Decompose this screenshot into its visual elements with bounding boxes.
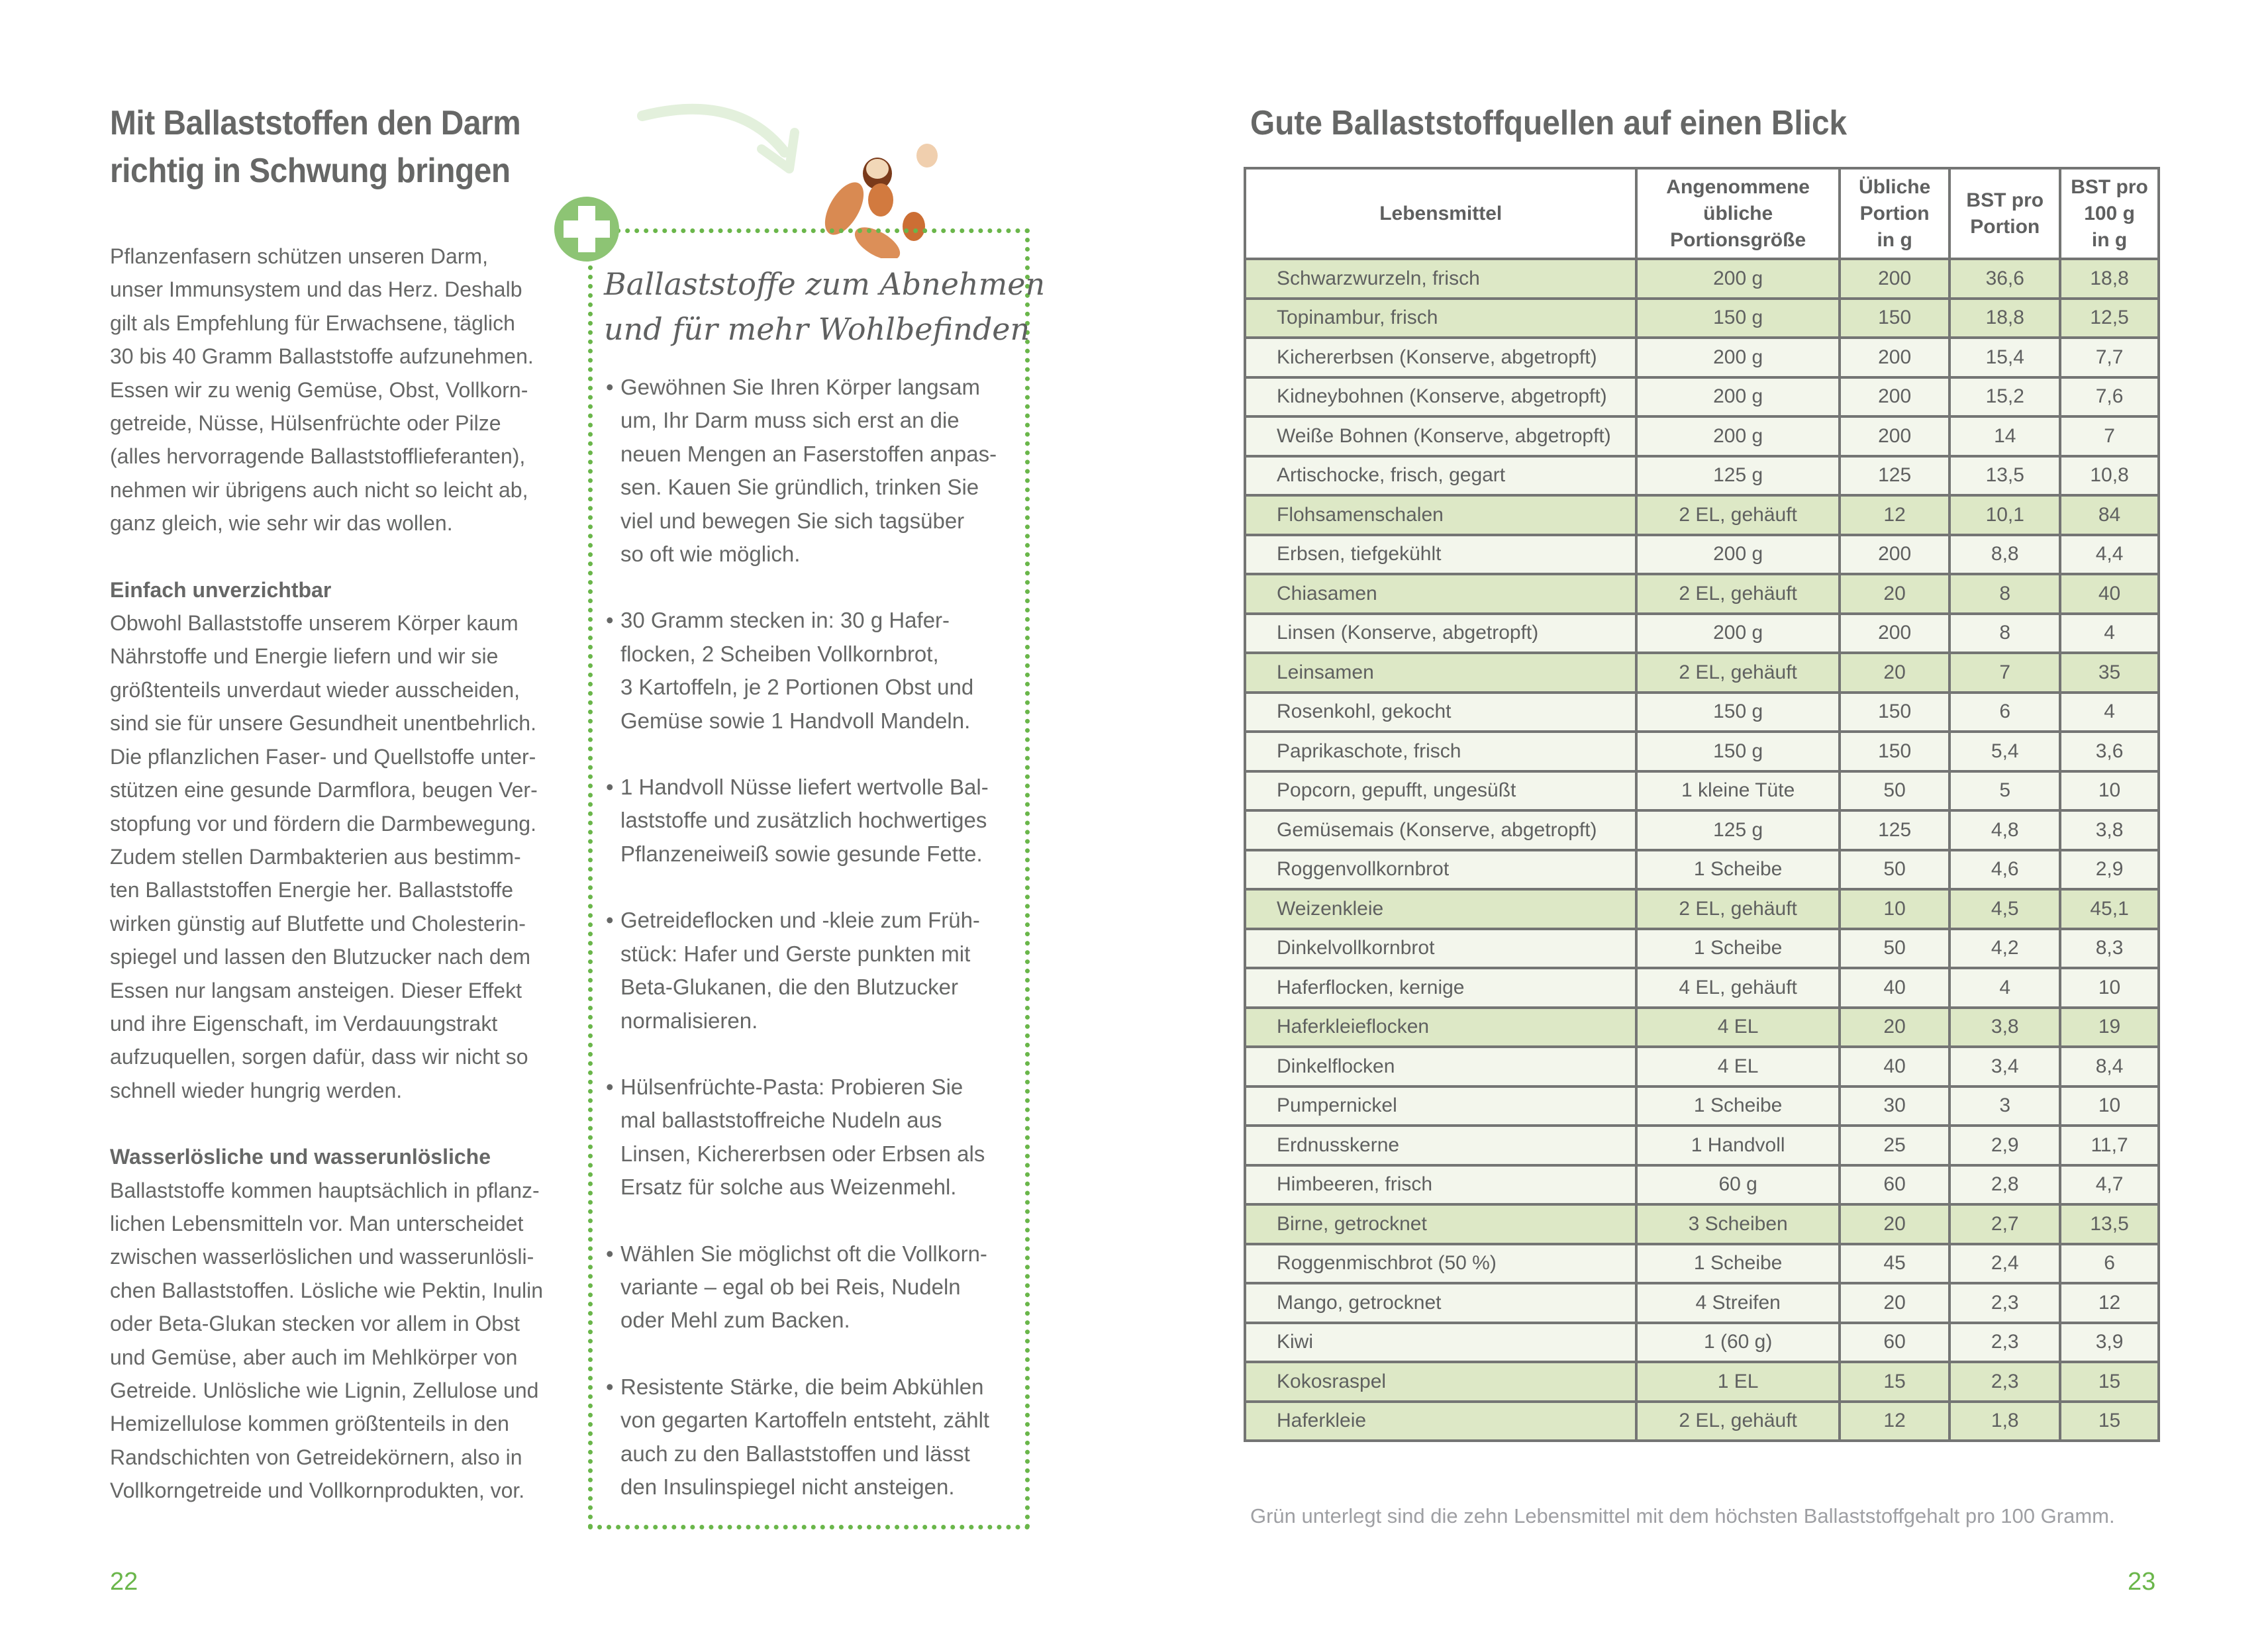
cell-fiber-per-100g: 12 xyxy=(2060,1283,2159,1323)
text-line: Hemizellulose kommen größtenteils in den xyxy=(110,1412,509,1436)
tip-list xyxy=(606,371,1016,1537)
text-line: normalisieren. xyxy=(620,1008,758,1033)
cell-portion-size: 4 Streifen xyxy=(1636,1283,1839,1323)
table-row xyxy=(1245,1165,2159,1205)
cell-fiber-per-portion: 2,3 xyxy=(1949,1283,2060,1323)
cell-portion-grams: 60 xyxy=(1840,1165,1950,1205)
text-line: Linsen, Kichererbsen oder Erbsen als xyxy=(620,1141,985,1166)
cell-portion-grams: 20 xyxy=(1840,1204,1950,1244)
text-line: BST pro xyxy=(2071,175,2148,198)
header-lebensmittel xyxy=(1245,168,1636,259)
cell-fiber-per-100g: 19 xyxy=(2060,1008,2159,1047)
text-line: Portion xyxy=(1970,215,2040,238)
text-line: neuen Mengen an Faserstoffen anpas- xyxy=(620,441,997,466)
cell-food-name: Flohsamenschalen xyxy=(1245,495,1636,535)
curved-arrow-icon xyxy=(636,99,808,179)
cell-fiber-per-portion: 2,8 xyxy=(1949,1165,2060,1205)
cell-fiber-per-portion: 2,9 xyxy=(1949,1126,2060,1165)
table-row xyxy=(1245,259,2159,299)
cell-food-name: Paprikaschote, frisch xyxy=(1245,732,1636,771)
cell-fiber-per-portion: 14 xyxy=(1949,416,2060,456)
cell-portion-grams: 10 xyxy=(1840,889,1950,929)
headline-line: richtig in Schwung bringen xyxy=(110,152,511,190)
cell-food-name: Chiasamen xyxy=(1245,574,1636,614)
text-line: ganz gleich, wie sehr wir das wollen. xyxy=(110,511,453,536)
cell-fiber-per-100g: 10 xyxy=(2060,771,2159,811)
cell-portion-grams: 12 xyxy=(1840,1402,1950,1441)
page-number-right: 23 xyxy=(2128,1568,2156,1596)
section-einfach xyxy=(110,573,567,1108)
text-line: Ersatz für solche aus Weizenmehl. xyxy=(620,1175,957,1200)
table-row xyxy=(1245,1323,2159,1363)
header-bst-100g xyxy=(2060,168,2159,259)
cell-fiber-per-100g: 45,1 xyxy=(2060,889,2159,929)
text-line: 100 g xyxy=(2084,202,2135,224)
tip-item xyxy=(606,371,1016,571)
text-line: flocken, 2 Scheiben Vollkornbrot, xyxy=(620,641,939,666)
cell-fiber-per-100g: 84 xyxy=(2060,495,2159,535)
cell-portion-grams: 20 xyxy=(1840,653,1950,693)
cell-food-name: Weizenkleie xyxy=(1245,889,1636,929)
text-line: um, Ihr Darm muss sich erst an die xyxy=(620,408,960,433)
cell-portion-grams: 15 xyxy=(1840,1362,1950,1402)
cell-portion-grams: 30 xyxy=(1840,1087,1950,1126)
cell-food-name: Erdnusskerne xyxy=(1245,1126,1636,1165)
text-line: variante – egal ob bei Reis, Nudeln xyxy=(620,1274,961,1299)
table-row xyxy=(1245,929,2159,969)
cell-fiber-per-portion: 4,5 xyxy=(1949,889,2060,929)
plus-icon xyxy=(554,197,619,262)
cell-fiber-per-100g: 3,9 xyxy=(2060,1323,2159,1363)
cell-food-name: Kokosraspel xyxy=(1245,1362,1636,1402)
table-row xyxy=(1245,377,2159,417)
text-line: Portionsgröße xyxy=(1670,228,1806,251)
cell-fiber-per-100g: 18,8 xyxy=(2060,259,2159,299)
cell-portion-size: 4 EL xyxy=(1636,1047,1839,1087)
cell-portion-grams: 40 xyxy=(1840,968,1950,1008)
text-line: Angenommene xyxy=(1666,175,1810,198)
cell-portion-size: 2 EL, gehäuft xyxy=(1636,574,1839,614)
cell-food-name: Dinkelflocken xyxy=(1245,1047,1636,1087)
cell-food-name: Gemüsemais (Konserve, abgetropft) xyxy=(1245,810,1636,850)
text-line: von gegarten Kartoffeln entsteht, zählt xyxy=(620,1408,990,1433)
text-line: sen. Kauen Sie gründlich, trinken Sie xyxy=(620,475,979,500)
cell-fiber-per-portion: 2,7 xyxy=(1949,1204,2060,1244)
cell-portion-size: 2 EL, gehäuft xyxy=(1636,495,1839,535)
text-line: mal ballaststoffreiche Nudeln aus xyxy=(620,1108,942,1133)
cell-fiber-per-portion: 7 xyxy=(1949,653,2060,693)
text-line: Essen nur langsam ansteigen. Dieser Effekt xyxy=(110,978,522,1002)
cell-fiber-per-portion: 4,6 xyxy=(1949,850,2060,890)
cell-fiber-per-portion: 2,4 xyxy=(1949,1244,2060,1284)
table-row xyxy=(1245,1283,2159,1323)
cell-portion-size: 1 (60 g) xyxy=(1636,1323,1839,1363)
text-line: und Gemüse, aber auch im Mehlkörper von xyxy=(110,1345,518,1369)
text-line: übliche xyxy=(1703,202,1773,224)
cell-food-name: Popcorn, gepufft, ungesüßt xyxy=(1245,771,1636,811)
text-line: • Resistente Stärke, die beim Abkühlen xyxy=(620,1374,984,1399)
cell-fiber-per-100g: 10 xyxy=(2060,1087,2159,1126)
cell-portion-grams: 200 xyxy=(1840,535,1950,575)
cell-portion-grams: 150 xyxy=(1840,693,1950,732)
cell-fiber-per-portion: 36,6 xyxy=(1949,259,2060,299)
cell-food-name: Rosenkohl, gekocht xyxy=(1245,693,1636,732)
table-row xyxy=(1245,1126,2159,1165)
cell-fiber-per-portion: 8 xyxy=(1949,614,2060,653)
cell-portion-size: 125 g xyxy=(1636,810,1839,850)
text-line: Pflanzeneiweiß sowie gesunde Fette. xyxy=(620,841,983,866)
text-line: sind sie für unsere Gesundheit unentbehrlich. xyxy=(110,711,536,736)
cell-fiber-per-portion: 5 xyxy=(1949,771,2060,811)
text-line: viel und bewegen Sie sich tagsüber xyxy=(620,508,965,533)
text-line: • Getreideflocken und -kleie zum Früh- xyxy=(620,908,980,933)
cell-food-name: Linsen (Konserve, abgetropft) xyxy=(1245,614,1636,653)
text-line: 30 bis 40 Gramm Ballaststoffe aufzunehmen. xyxy=(110,344,534,369)
header-portionsgroesse xyxy=(1636,168,1839,259)
cell-portion-size: 2 EL, gehäuft xyxy=(1636,1402,1839,1441)
cell-food-name: Kiwi xyxy=(1245,1323,1636,1363)
text-line: zwischen wasserlöslichen und wasserunlösli- xyxy=(110,1245,534,1269)
text-line: chen Ballaststoffen. Lösliche wie Pektin, Inulin xyxy=(110,1278,544,1302)
cell-fiber-per-portion: 5,4 xyxy=(1949,732,2060,771)
cell-fiber-per-portion: 10,1 xyxy=(1949,495,2060,535)
cell-portion-size: 200 g xyxy=(1636,377,1839,417)
cell-fiber-per-portion: 15,4 xyxy=(1949,338,2060,377)
cell-portion-size: 1 Scheibe xyxy=(1636,929,1839,969)
text-line: Vollkorngetreide und Vollkornprodukten, vor. xyxy=(110,1478,525,1503)
cell-food-name: Dinkelvollkornbrot xyxy=(1245,929,1636,969)
tip-item xyxy=(606,771,1016,871)
table-row xyxy=(1245,535,2159,575)
section-heading: Einfach unverzichtbar xyxy=(110,577,332,602)
cell-fiber-per-100g: 8,4 xyxy=(2060,1047,2159,1087)
cell-fiber-per-portion: 3 xyxy=(1949,1087,2060,1126)
left-headline xyxy=(110,99,573,195)
cell-portion-size: 4 EL xyxy=(1636,1008,1839,1047)
cell-fiber-per-100g: 10 xyxy=(2060,968,2159,1008)
table-row xyxy=(1245,693,2159,732)
cell-portion-size: 1 EL xyxy=(1636,1362,1839,1402)
text-line: lichen Lebensmitteln vor. Man unterscheidet xyxy=(110,1211,524,1235)
text-line: • Wählen Sie möglichst oft die Vollkorn- xyxy=(620,1241,987,1266)
tip-item xyxy=(606,604,1016,738)
intro-paragraph xyxy=(110,240,567,540)
cell-food-name: Mango, getrocknet xyxy=(1245,1283,1636,1323)
cell-portion-grams: 200 xyxy=(1840,377,1950,417)
tip-item xyxy=(606,1371,1016,1504)
cell-fiber-per-100g: 10,8 xyxy=(2060,456,2159,496)
cell-fiber-per-portion: 4 xyxy=(1949,968,2060,1008)
cell-portion-grams: 150 xyxy=(1840,299,1950,338)
table-row xyxy=(1245,1402,2159,1441)
cell-portion-size: 200 g xyxy=(1636,416,1839,456)
tip-box-title xyxy=(604,262,1046,352)
table-row xyxy=(1245,1362,2159,1402)
cell-portion-grams: 50 xyxy=(1840,850,1950,890)
table-row xyxy=(1245,495,2159,535)
text-line: größtenteils unverdaut wieder ausscheiden, xyxy=(110,677,520,702)
table-row xyxy=(1245,653,2159,693)
cell-portion-grams: 200 xyxy=(1840,416,1950,456)
text-line: nehmen wir übrigens auch nicht so leicht ab, xyxy=(110,477,528,502)
cell-portion-grams: 50 xyxy=(1840,771,1950,811)
cell-portion-size: 2 EL, gehäuft xyxy=(1636,889,1839,929)
cell-food-name: Erbsen, tiefgekühlt xyxy=(1245,535,1636,575)
cell-food-name: Haferflocken, kernige xyxy=(1245,968,1636,1008)
cell-fiber-per-100g: 4,4 xyxy=(2060,535,2159,575)
cell-fiber-per-portion: 3,4 xyxy=(1949,1047,2060,1087)
cell-portion-size: 1 kleine Tüte xyxy=(1636,771,1839,811)
cell-portion-grams: 40 xyxy=(1840,1047,1950,1087)
cell-fiber-per-100g: 11,7 xyxy=(2060,1126,2159,1165)
tip-item xyxy=(606,1237,1016,1337)
text-line: so oft wie möglich. xyxy=(620,542,801,567)
table-header-row xyxy=(1245,168,2159,259)
cell-food-name: Haferkleie xyxy=(1245,1402,1636,1441)
cell-fiber-per-100g: 40 xyxy=(2060,574,2159,614)
cell-portion-grams: 45 xyxy=(1840,1244,1950,1284)
text-line: Lebensmittel xyxy=(1379,202,1503,224)
text-line: 3 Kartoffeln, je 2 Portionen Obst und xyxy=(620,675,974,700)
table-row xyxy=(1245,1008,2159,1047)
tip-item xyxy=(606,1071,1016,1204)
text-line: Zudem stellen Darmbakterien aus bestimm- xyxy=(110,844,521,869)
fiber-sources-table xyxy=(1244,167,2160,1442)
cell-food-name: Kichererbsen (Konserve, abgetropft) xyxy=(1245,338,1636,377)
text-line: ten Ballaststoffen Energie her. Ballaststoffe xyxy=(110,878,513,902)
cell-food-name: Topinambur, frisch xyxy=(1245,299,1636,338)
cell-fiber-per-100g: 6 xyxy=(2060,1244,2159,1284)
text-line: laststoffe und zusätzlich hochwertiges xyxy=(620,808,987,833)
cell-portion-size: 4 EL, gehäuft xyxy=(1636,968,1839,1008)
text-line: Essen wir zu wenig Gemüse, Obst, Vollkorn- xyxy=(110,377,528,402)
cell-portion-grams: 25 xyxy=(1840,1126,1950,1165)
cell-portion-grams: 150 xyxy=(1840,732,1950,771)
page-number-left: 22 xyxy=(110,1568,138,1596)
cell-portion-grams: 200 xyxy=(1840,338,1950,377)
cell-portion-size: 1 Handvoll xyxy=(1636,1126,1839,1165)
cell-food-name: Kidneybohnen (Konserve, abgetropft) xyxy=(1245,377,1636,417)
cell-portion-size: 60 g xyxy=(1636,1165,1839,1205)
text-line: schnell wieder hungrig werden. xyxy=(110,1078,403,1102)
cell-portion-size: 3 Scheiben xyxy=(1636,1204,1839,1244)
cell-fiber-per-100g: 2,9 xyxy=(2060,850,2159,890)
cell-portion-grams: 125 xyxy=(1840,456,1950,496)
table-row xyxy=(1245,810,2159,850)
cell-food-name: Himbeeren, frisch xyxy=(1245,1165,1636,1205)
cell-portion-grams: 200 xyxy=(1840,259,1950,299)
text-line: • 30 Gramm stecken in: 30 g Hafer- xyxy=(620,608,950,633)
text-line: den Insulinspiegel nicht ansteigen. xyxy=(620,1474,955,1499)
cell-fiber-per-100g: 4 xyxy=(2060,614,2159,653)
text-line: stück: Hafer und Gerste punkten mit xyxy=(620,941,971,966)
text-line: aufzuquellen, sorgen dafür, dass wir nicht so xyxy=(110,1045,528,1069)
cell-fiber-per-portion: 8 xyxy=(1949,574,2060,614)
cell-food-name: Pumpernickel xyxy=(1245,1087,1636,1126)
text-line: Randschichten von Getreidekörnern, also in xyxy=(110,1445,522,1469)
text-line: in g xyxy=(2091,228,2128,251)
cell-portion-size: 150 g xyxy=(1636,299,1839,338)
table-row xyxy=(1245,1244,2159,1284)
cell-portion-size: 1 Scheibe xyxy=(1636,1244,1839,1284)
cell-portion-grams: 125 xyxy=(1840,810,1950,850)
cell-portion-size: 2 EL, gehäuft xyxy=(1636,653,1839,693)
cell-fiber-per-100g: 15 xyxy=(2060,1362,2159,1402)
cell-fiber-per-100g: 7 xyxy=(2060,416,2159,456)
text-line: Nährstoffe und Energie liefern und wir sie xyxy=(110,644,499,669)
cell-portion-size: 200 g xyxy=(1636,614,1839,653)
table-row xyxy=(1245,574,2159,614)
section-wasserloeslich xyxy=(110,1140,567,1507)
cell-portion-grams: 20 xyxy=(1840,1008,1950,1047)
cell-fiber-per-100g: 3,6 xyxy=(2060,732,2159,771)
cell-fiber-per-portion: 3,8 xyxy=(1949,1008,2060,1047)
cell-fiber-per-100g: 7,7 xyxy=(2060,338,2159,377)
cell-portion-size: 1 Scheibe xyxy=(1636,850,1839,890)
table-title: Gute Ballaststoffquellen auf einen Blick xyxy=(1250,104,1848,142)
cell-fiber-per-100g: 3,8 xyxy=(2060,810,2159,850)
cell-food-name: Haferkleieflocken xyxy=(1245,1008,1636,1047)
cell-portion-size: 1 Scheibe xyxy=(1636,1087,1839,1126)
tip-item xyxy=(606,904,1016,1038)
text-line: Pflanzenfasern schützen unseren Darm, xyxy=(110,244,488,268)
cell-portion-grams: 200 xyxy=(1840,614,1950,653)
text-line: (alles hervorragende Ballaststofflieferanten), xyxy=(110,444,526,469)
cell-fiber-per-100g: 35 xyxy=(2060,653,2159,693)
text-line: spiegel und lassen den Blutzucker nach dem xyxy=(110,945,531,969)
cell-food-name: Weiße Bohnen (Konserve, abgetropft) xyxy=(1245,416,1636,456)
cell-fiber-per-100g: 7,6 xyxy=(2060,377,2159,417)
table-row xyxy=(1245,850,2159,890)
text-line: gilt als Empfehlung für Erwachsene, täglich xyxy=(110,311,515,335)
table-row xyxy=(1245,771,2159,811)
cell-portion-grams: 60 xyxy=(1840,1323,1950,1363)
text-line: BST pro xyxy=(1966,189,2044,211)
tip-title-line: Ballaststoffe zum Abnehmen xyxy=(604,266,1046,302)
header-bst-portion xyxy=(1949,168,2060,259)
table-row xyxy=(1245,338,2159,377)
text-line: Portion xyxy=(1859,202,1930,224)
text-line: unser Immunsystem und das Herz. Deshalb xyxy=(110,277,522,302)
cell-fiber-per-portion: 2,3 xyxy=(1949,1323,2060,1363)
text-line: Getreide. Unlösliche wie Lignin, Zellulose und xyxy=(110,1378,539,1402)
text-line: stopfung vor und fördern die Darmbewegung. xyxy=(110,811,536,836)
table-row xyxy=(1245,614,2159,653)
cell-portion-grams: 50 xyxy=(1840,929,1950,969)
table-caption: Grün unterlegt sind die zehn Lebensmittel mit dem höchsten Ballaststoffgehalt pro 100 Gramm. xyxy=(1250,1504,2115,1527)
cell-fiber-per-100g: 15 xyxy=(2060,1402,2159,1441)
text-line: • Gewöhnen Sie Ihren Körper langsam xyxy=(620,375,980,399)
text-line: Beta-Glukanen, die den Blutzucker xyxy=(620,975,958,1000)
text-line: oder Beta-Glukan stecken vor allem in Obst xyxy=(110,1312,520,1336)
left-body-column xyxy=(110,240,567,1541)
table-row xyxy=(1245,416,2159,456)
table-row xyxy=(1245,732,2159,771)
cell-portion-size: 200 g xyxy=(1636,535,1839,575)
table-row xyxy=(1245,1047,2159,1087)
cell-portion-grams: 20 xyxy=(1840,1283,1950,1323)
cell-portion-size: 200 g xyxy=(1636,338,1839,377)
tip-title-line: und für mehr Wohlbefinden xyxy=(604,311,1030,347)
text-line: getreide, Nüsse, Hülsenfrüchte oder Pilze xyxy=(110,411,501,436)
cell-fiber-per-100g: 13,5 xyxy=(2060,1204,2159,1244)
cell-food-name: Leinsamen xyxy=(1245,653,1636,693)
cell-portion-size: 125 g xyxy=(1636,456,1839,496)
cell-food-name: Roggenvollkornbrot xyxy=(1245,850,1636,890)
cell-fiber-per-portion: 4,2 xyxy=(1949,929,2060,969)
cell-food-name: Artischocke, frisch, gegart xyxy=(1245,456,1636,496)
table-row xyxy=(1245,299,2159,338)
cell-fiber-per-portion: 18,8 xyxy=(1949,299,2060,338)
cell-fiber-per-portion: 4,8 xyxy=(1949,810,2060,850)
text-line: in g xyxy=(1877,228,1912,251)
cell-food-name: Schwarzwurzeln, frisch xyxy=(1245,259,1636,299)
cell-fiber-per-100g: 8,3 xyxy=(2060,929,2159,969)
cell-fiber-per-portion: 8,8 xyxy=(1949,535,2060,575)
cell-portion-size: 200 g xyxy=(1636,259,1839,299)
cell-fiber-per-portion: 2,3 xyxy=(1949,1362,2060,1402)
text-line: Obwohl Ballaststoffe unserem Körper kaum xyxy=(110,611,518,636)
cell-portion-grams: 12 xyxy=(1840,495,1950,535)
cell-fiber-per-100g: 4,7 xyxy=(2060,1165,2159,1205)
text-line: Gemüse sowie 1 Handvoll Mandeln. xyxy=(620,708,971,733)
section-heading: Wasserlösliche und wasserunlösliche xyxy=(110,1145,491,1169)
text-line: Übliche xyxy=(1858,175,1931,198)
text-line: stützen eine gesunde Darmflora, beugen Ver- xyxy=(110,778,538,802)
header-portion-g xyxy=(1840,168,1950,259)
cell-fiber-per-100g: 4 xyxy=(2060,693,2159,732)
table-row xyxy=(1245,1087,2159,1126)
text-line: wirken günstig auf Blutfette und Cholesterin- xyxy=(110,911,526,936)
text-line: • 1 Handvoll Nüsse liefert wertvolle Bal- xyxy=(620,775,989,800)
table-row xyxy=(1245,968,2159,1008)
text-line: Ballaststoffe kommen hauptsächlich in pflanz- xyxy=(110,1178,540,1202)
cell-fiber-per-portion: 15,2 xyxy=(1949,377,2060,417)
text-line: oder Mehl zum Backen. xyxy=(620,1308,850,1333)
cell-food-name: Roggenmischbrot (50 %) xyxy=(1245,1244,1636,1284)
text-line: • Hülsenfrüchte-Pasta: Probieren Sie xyxy=(620,1074,963,1099)
cell-fiber-per-portion: 1,8 xyxy=(1949,1402,2060,1441)
cell-fiber-per-100g: 12,5 xyxy=(2060,299,2159,338)
cell-portion-grams: 20 xyxy=(1840,574,1950,614)
cell-food-name: Birne, getrocknet xyxy=(1245,1204,1636,1244)
table-row xyxy=(1245,889,2159,929)
headline-line: Mit Ballaststoffen den Darm xyxy=(110,104,521,142)
text-line: auch zu den Ballaststoffen und lässt xyxy=(620,1441,970,1466)
cell-fiber-per-portion: 6 xyxy=(1949,693,2060,732)
cell-fiber-per-portion: 13,5 xyxy=(1949,456,2060,496)
cell-portion-size: 150 g xyxy=(1636,732,1839,771)
text-line: und ihre Eigenschaft, im Verdauungstrakt xyxy=(110,1011,498,1036)
table-row xyxy=(1245,1204,2159,1244)
text-line: Die pflanzlichen Faser- und Quellstoffe unter- xyxy=(110,744,536,769)
cell-portion-size: 150 g xyxy=(1636,693,1839,732)
table-row xyxy=(1245,456,2159,496)
